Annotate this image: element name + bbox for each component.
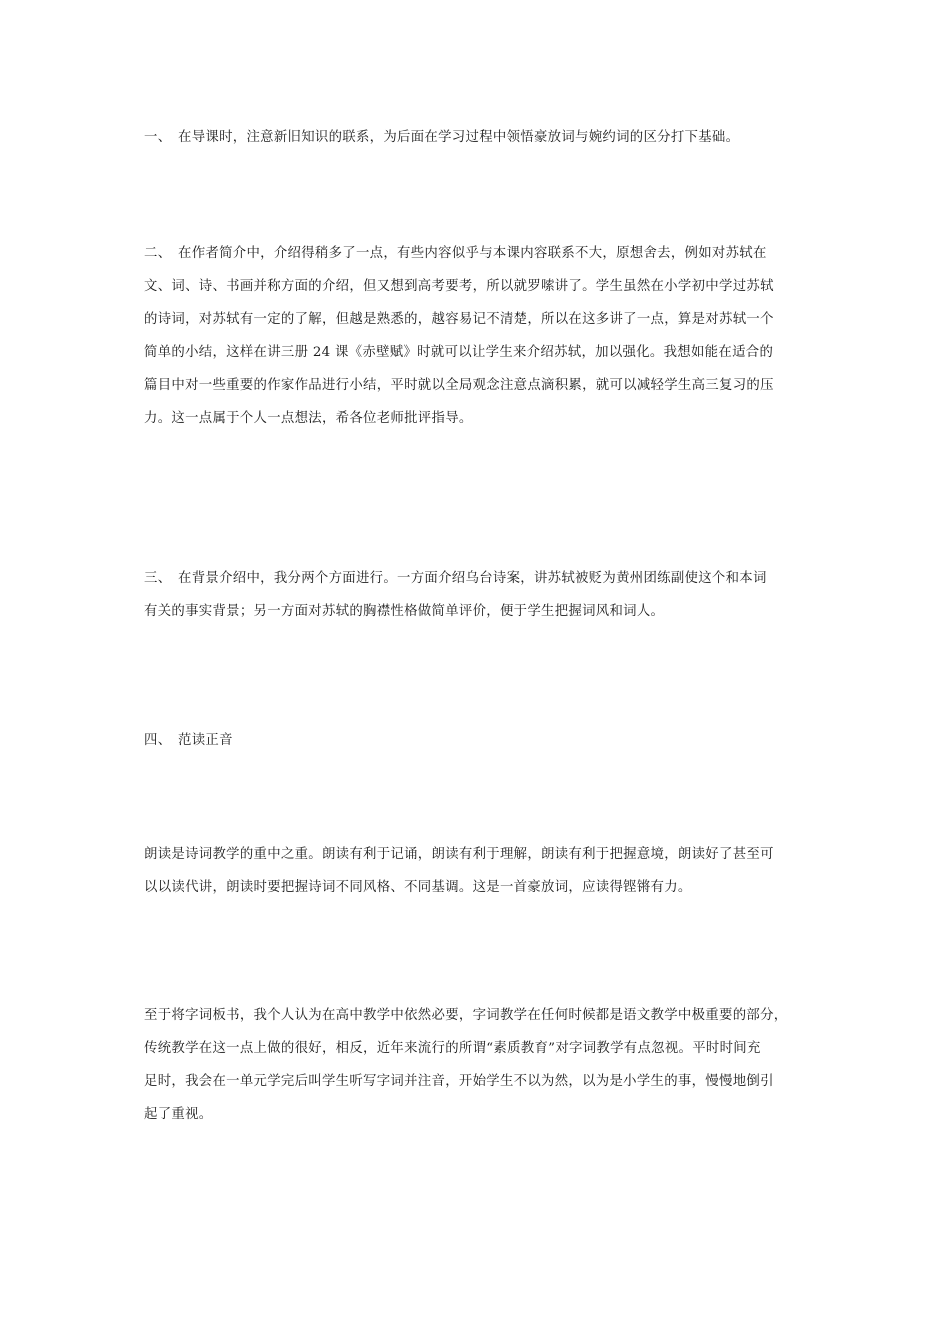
paragraph-reading bbox=[144, 838, 820, 904]
paragraph-line: 至于将字词板书，我个人认为在高中教学中依然必要，字词教学在任何时候都是语文教学中极重要的部分， bbox=[144, 1008, 788, 1023]
paragraph-line: 二、 在作者简介中，介绍得稍多了一点，有些内容似乎与本课内容联系不大，原想舍去，例如对苏轼在 bbox=[144, 237, 820, 270]
section-1 bbox=[144, 121, 820, 154]
paragraph-line: 三、 在背景介绍中，我分两个方面进行。一方面介绍乌台诗案，讲苏轼被贬为黄州团练副使这个和本词 bbox=[144, 562, 820, 595]
paragraph-line: 朗读是诗词教学的重中之重。朗读有利于记诵，朗读有利于理解，朗读有利于把握意境，朗读好了甚至可 bbox=[144, 847, 774, 862]
section-3 bbox=[144, 562, 820, 628]
section-marker: 一、 bbox=[144, 130, 172, 145]
paragraph-line: 一、 在导课时，注意新旧知识的联系，为后面在学习过程中领悟豪放词与婉约词的区分打下基础。 bbox=[144, 121, 820, 154]
paragraph-line: 四、 范读正音 bbox=[144, 724, 820, 757]
section-4 bbox=[144, 724, 820, 757]
paragraph-line: 文、词、诗、书画并称方面的介绍，但又想到高考要考，所以就罗嗦讲了。学生虽然在小学初中学过苏轼 bbox=[144, 279, 774, 294]
paragraph-line: 简单的小结，这样在讲三册 24 课《赤壁赋》时就可以让学生来介绍苏轼，加以强化。我想如能在适合的 bbox=[144, 345, 774, 360]
paragraph-line: 有关的事实背景；另一方面对苏轼的胸襟性格做简单评价，便于学生把握词风和词人。 bbox=[144, 604, 665, 619]
section-marker: 二、 bbox=[144, 246, 172, 261]
section-2 bbox=[144, 237, 820, 435]
section-marker: 三、 bbox=[144, 571, 172, 586]
paragraph-line: 的诗词，对苏轼有一定的了解，但越是熟悉的，越容易记不清楚，所以在这多讲了一点，算是对苏轼一个 bbox=[144, 312, 774, 327]
paragraph-line: 足时，我会在一单元学完后叫学生听写字词并注音，开始学生不以为然，以为是小学生的事，慢慢地倒引 bbox=[144, 1074, 774, 1089]
paragraph-line: 起了重视。 bbox=[144, 1107, 213, 1122]
paragraph-line: 篇目中对一些重要的作家作品进行小结，平时就以全局观念注意点滴积累，就可以减轻学生高三复习的压 bbox=[144, 378, 774, 393]
paragraph-vocabulary bbox=[144, 999, 820, 1131]
section-marker: 四、 bbox=[144, 733, 172, 748]
paragraph-line: 力。这一点属于个人一点想法，希各位老师批评指导。 bbox=[144, 411, 473, 426]
paragraph-line: 传统教学在这一点上做的很好，相反，近年来流行的所谓“素质教育”对字词教学有点忽视。平时时间充 bbox=[144, 1041, 761, 1056]
paragraph-line: 以以读代讲，朗读时要把握诗词不同风格、不同基调。这是一首豪放词，应读得铿锵有力。 bbox=[144, 880, 692, 895]
